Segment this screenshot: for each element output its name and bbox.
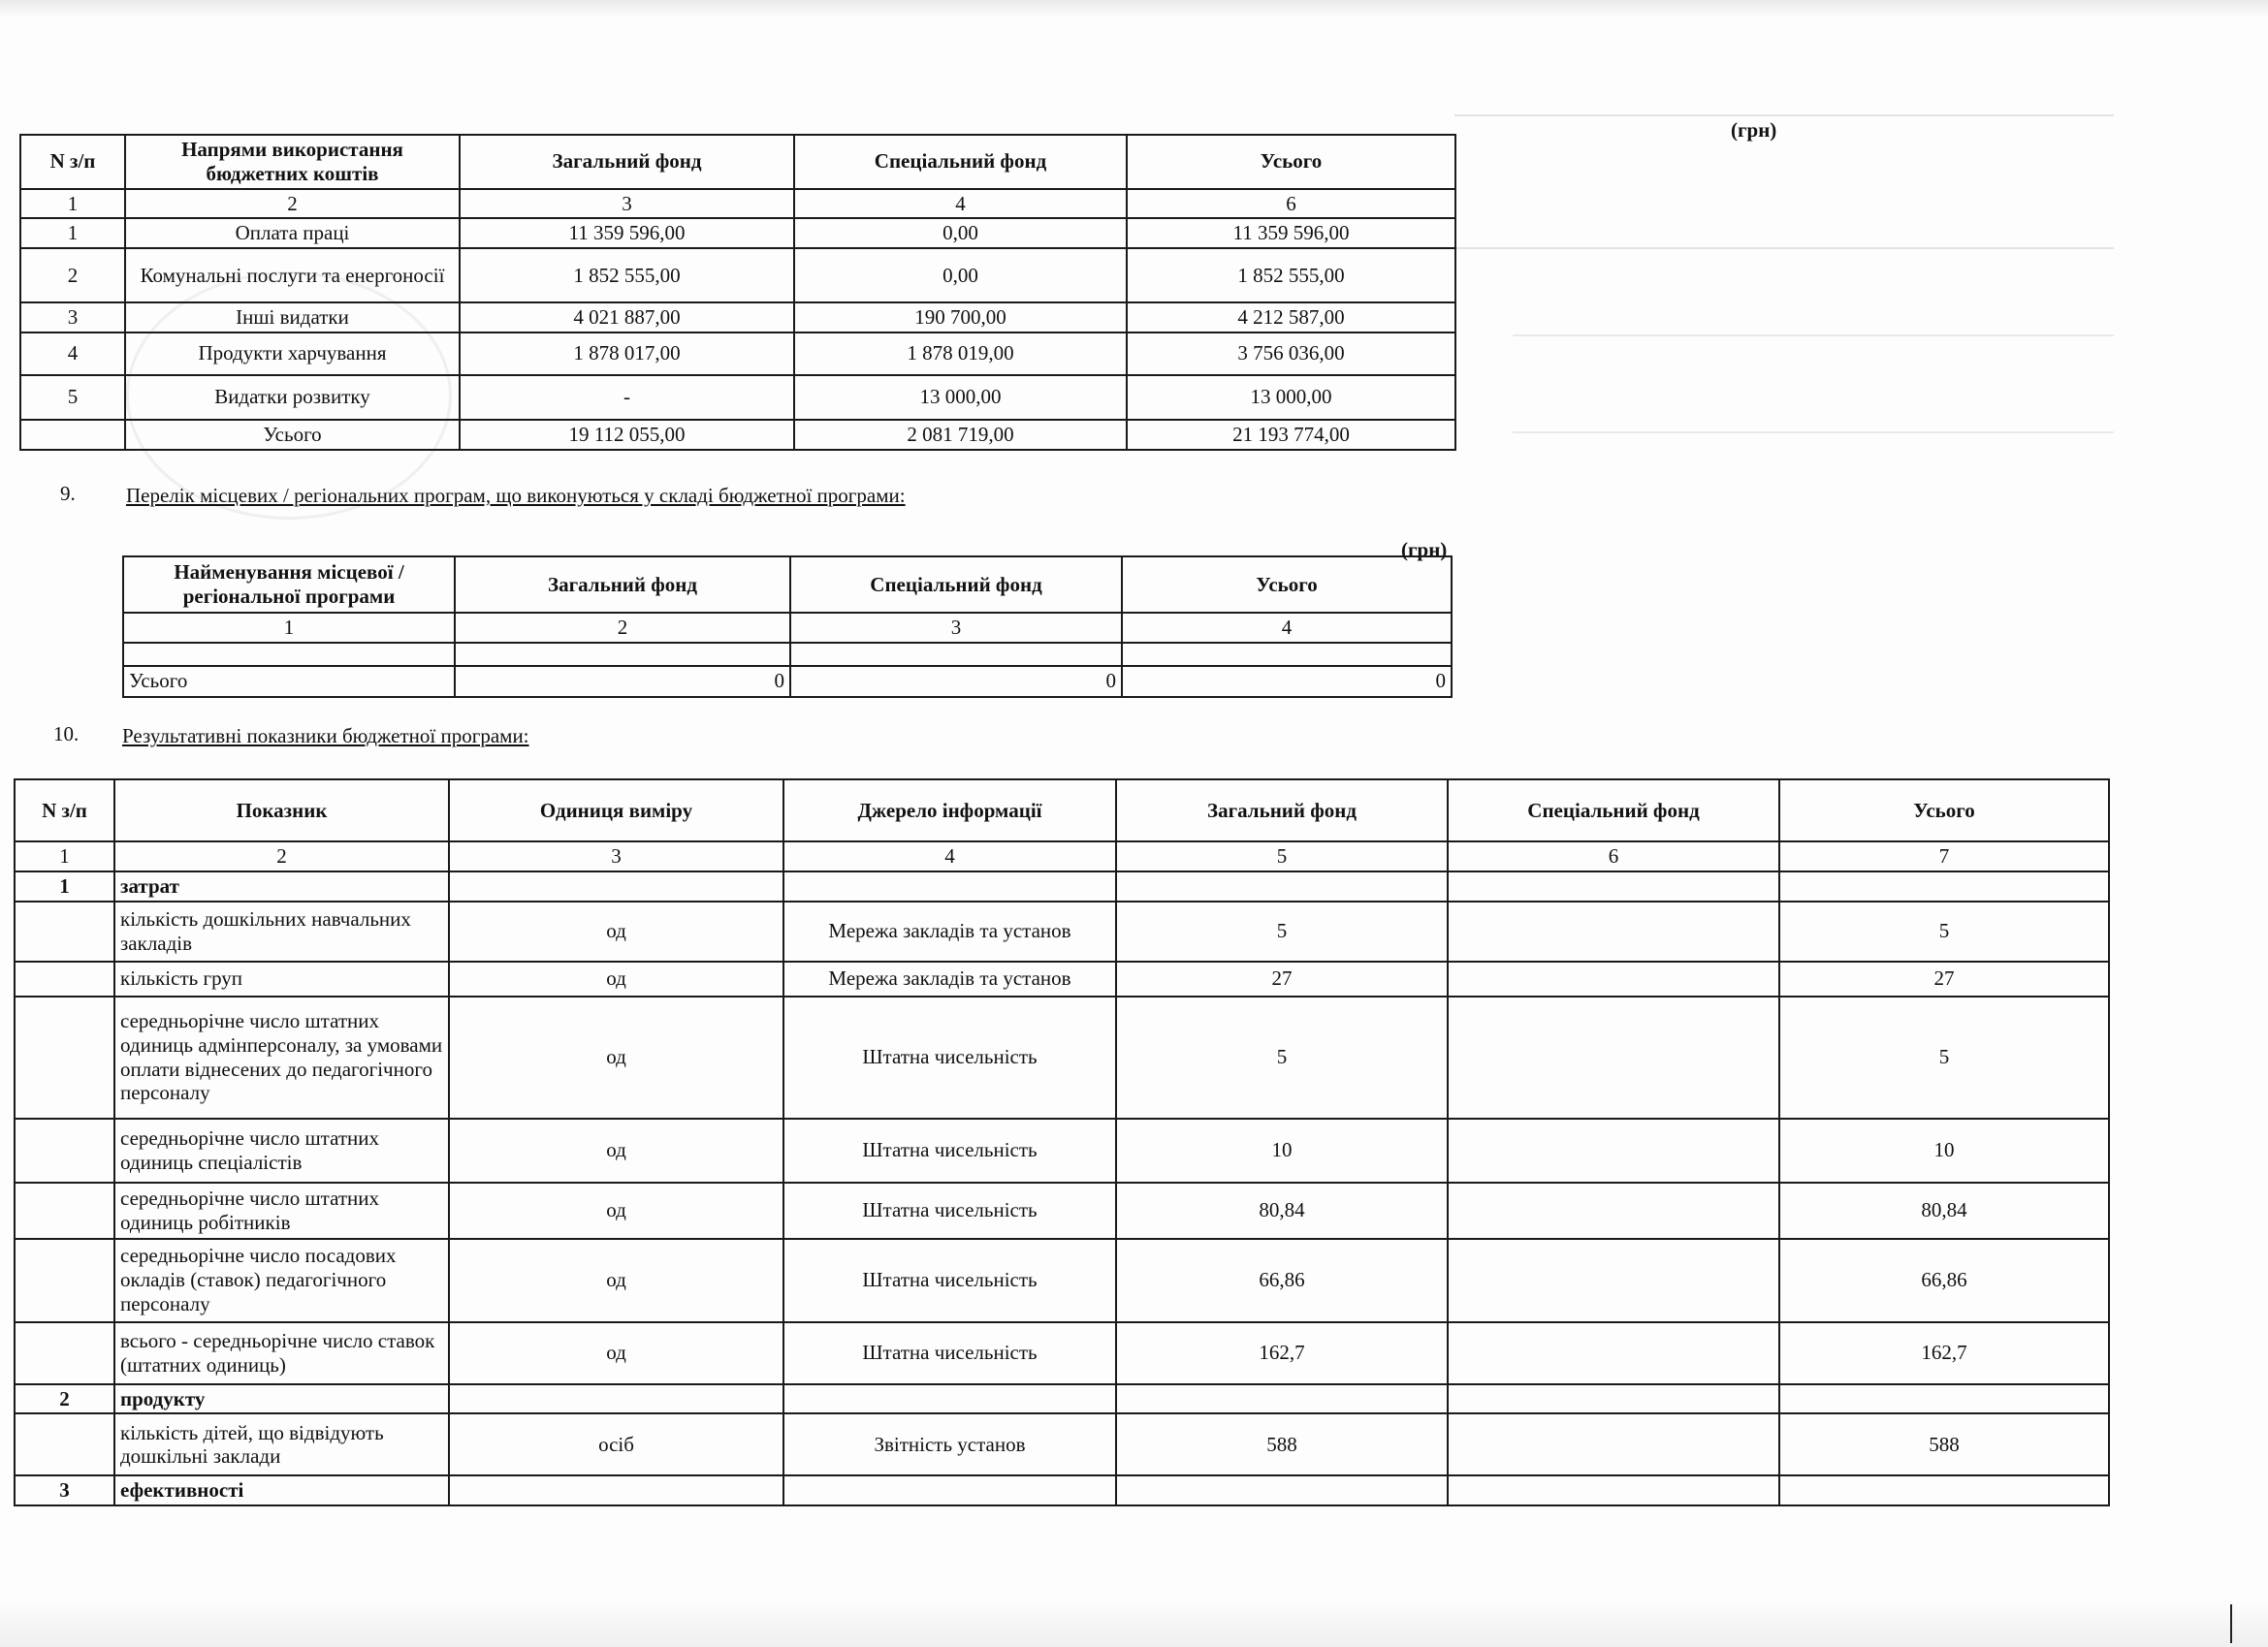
indicator-name: середньорічне число штатних одиниць адмінперсоналу, за умовами оплати віднесених до педагогічного персоналу — [114, 997, 449, 1119]
row-number: 2 — [20, 248, 125, 302]
direction-name: Продукти харчування — [125, 333, 460, 375]
indicator-name: кількість груп — [114, 962, 449, 997]
table-row — [15, 1183, 2109, 1239]
general-fund-value: 5 — [1116, 997, 1448, 1119]
header-cell: Загальний фонд — [1116, 779, 1448, 841]
empty-cell — [15, 1239, 114, 1322]
column-number: 3 — [790, 613, 1122, 643]
total-value: 80,84 — [1779, 1183, 2109, 1239]
bleed-through-table — [1454, 114, 2114, 249]
indicator-name: всього - середньорічне число ставок (штатних одиниць) — [114, 1322, 449, 1384]
group-name: ефективності — [114, 1475, 449, 1505]
indicator-unit: од — [449, 1183, 783, 1239]
empty-cell — [783, 871, 1116, 902]
total-value: 66,86 — [1779, 1239, 2109, 1322]
total-value: 13 000,00 — [1127, 375, 1455, 420]
empty-cell — [1779, 871, 2109, 902]
performance-indicators-table — [14, 778, 2110, 1506]
empty-cell — [15, 962, 114, 997]
section-9-number: 9. — [60, 482, 76, 505]
general-fund-value: 5 — [1116, 902, 1448, 962]
general-fund-value: 1 852 555,00 — [460, 248, 794, 302]
empty-cell — [15, 997, 114, 1119]
empty-cell — [15, 1322, 114, 1384]
table-row — [15, 1413, 2109, 1475]
general-fund-value: 4 021 887,00 — [460, 302, 794, 333]
group-row — [15, 1384, 2109, 1414]
section-9-unit: (грн) — [1401, 538, 1448, 561]
total-value: 10 — [1779, 1119, 2109, 1183]
indicator-name: середньорічне число штатних одиниць робітників — [114, 1183, 449, 1239]
header-cell: N з/п — [15, 779, 114, 841]
header-cell: Показник — [114, 779, 449, 841]
total-label: Усього — [123, 666, 455, 697]
column-number: 4 — [783, 841, 1116, 871]
section-10-title: Результативні показники бюджетної програми: — [122, 724, 529, 747]
scan-edge-top — [0, 0, 2268, 17]
column-number: 3 — [460, 189, 794, 219]
table-row — [20, 302, 1455, 333]
empty-cell — [1122, 643, 1452, 666]
column-number: 2 — [125, 189, 460, 219]
empty-cell — [1448, 1475, 1779, 1505]
budget-directions-table — [19, 134, 1456, 451]
empty-cell — [15, 902, 114, 962]
indicator-name: кількість дітей, що відвідують дошкільні заклади — [114, 1413, 449, 1475]
column-number-row — [20, 189, 1455, 219]
header-cell: Спеціальний фонд — [794, 135, 1127, 189]
empty-cell — [1779, 1475, 2109, 1505]
column-number: 4 — [794, 189, 1127, 219]
indicator-unit: од — [449, 962, 783, 997]
column-number: 4 — [1122, 613, 1452, 643]
special-fund-value: 1 878 019,00 — [794, 333, 1127, 375]
special-fund-value — [1448, 1119, 1779, 1183]
table-header-row — [20, 135, 1455, 189]
column-number: 1 — [123, 613, 455, 643]
total-row — [20, 420, 1455, 450]
indicator-source: Штатна чисельність — [783, 1239, 1116, 1322]
group-number: 2 — [15, 1384, 114, 1414]
special-fund-value: 0,00 — [794, 248, 1127, 302]
group-name: затрат — [114, 871, 449, 902]
special-fund-value — [1448, 962, 1779, 997]
header-cell: Напрями використання бюджетних коштів — [125, 135, 460, 189]
column-number: 6 — [1448, 841, 1779, 871]
empty-cell — [783, 1475, 1116, 1505]
indicator-name: кількість дошкільних навчальних закладів — [114, 902, 449, 962]
header-cell: Усього — [1779, 779, 2109, 841]
indicator-unit: од — [449, 997, 783, 1119]
header-cell: Усього — [1122, 556, 1452, 613]
header-cell: Усього — [1127, 135, 1455, 189]
column-number: 1 — [15, 841, 114, 871]
bleed-through-line — [1513, 431, 2114, 433]
group-number: 1 — [15, 871, 114, 902]
column-number-row — [123, 613, 1452, 643]
empty-cell — [449, 1384, 783, 1414]
indicator-source: Штатна чисельність — [783, 1183, 1116, 1239]
table-row — [15, 1322, 2109, 1384]
total-value: 27 — [1779, 962, 2109, 997]
table-row — [20, 375, 1455, 420]
direction-name: Видатки розвитку — [125, 375, 460, 420]
row-number: 1 — [20, 218, 125, 248]
section-9-title: Перелік місцевих / регіональних програм, що виконуються у складі бюджетної програми: — [126, 484, 906, 507]
total-value: 3 756 036,00 — [1127, 333, 1455, 375]
empty-cell — [1779, 1384, 2109, 1414]
column-number: 2 — [114, 841, 449, 871]
total-value: 5 — [1779, 997, 2109, 1119]
special-fund-value: 190 700,00 — [794, 302, 1127, 333]
header-cell: Найменування місцевої / регіональної програми — [123, 556, 455, 613]
scan-artifact-line — [2230, 1604, 2232, 1643]
general-fund-value: 11 359 596,00 — [460, 218, 794, 248]
scan-edge-bottom — [0, 1599, 2268, 1647]
special-fund-value — [1448, 1239, 1779, 1322]
indicator-unit: од — [449, 902, 783, 962]
general-fund-value: 80,84 — [1116, 1183, 1448, 1239]
general-fund-value: 162,7 — [1116, 1322, 1448, 1384]
table-row — [20, 218, 1455, 248]
general-fund-value: - — [460, 375, 794, 420]
indicator-unit: од — [449, 1322, 783, 1384]
table-header-row — [123, 556, 1452, 613]
general-fund-total: 19 112 055,00 — [460, 420, 794, 450]
empty-row — [123, 643, 1452, 666]
header-cell: Спеціальний фонд — [790, 556, 1122, 613]
bleed-through-line — [1513, 334, 2114, 336]
table-header-row — [15, 779, 2109, 841]
group-row — [15, 871, 2109, 902]
grand-total: 21 193 774,00 — [1127, 420, 1455, 450]
group-row — [15, 1475, 2109, 1505]
empty-cell — [783, 1384, 1116, 1414]
general-fund-value: 10 — [1116, 1119, 1448, 1183]
table-row — [15, 1119, 2109, 1183]
column-number: 1 — [20, 189, 125, 219]
total-value: 5 — [1779, 902, 2109, 962]
column-number-row — [15, 841, 2109, 871]
special-fund-total: 2 081 719,00 — [794, 420, 1127, 450]
column-number: 5 — [1116, 841, 1448, 871]
empty-cell — [123, 643, 455, 666]
indicator-source: Штатна чисельність — [783, 1322, 1116, 1384]
empty-cell — [20, 420, 125, 450]
special-fund-value — [1448, 1183, 1779, 1239]
special-fund-value — [1448, 1322, 1779, 1384]
section-10-number: 10. — [53, 722, 80, 745]
empty-cell — [449, 1475, 783, 1505]
total-row — [123, 666, 1452, 697]
empty-cell — [1116, 871, 1448, 902]
direction-name: Комунальні послуги та енергоносії — [125, 248, 460, 302]
empty-cell — [1116, 1384, 1448, 1414]
direction-name: Оплата праці — [125, 218, 460, 248]
direction-name: Інші видатки — [125, 302, 460, 333]
special-fund-value — [1448, 1413, 1779, 1475]
header-cell: Загальний фонд — [460, 135, 794, 189]
row-number: 5 — [20, 375, 125, 420]
column-number: 2 — [455, 613, 790, 643]
special-fund-value: 13 000,00 — [794, 375, 1127, 420]
total-label: Усього — [125, 420, 460, 450]
general-fund-value: 27 — [1116, 962, 1448, 997]
empty-cell — [790, 643, 1122, 666]
table-row — [15, 902, 2109, 962]
total-value: 4 212 587,00 — [1127, 302, 1455, 333]
indicator-source: Штатна чисельність — [783, 997, 1116, 1119]
header-cell: N з/п — [20, 135, 125, 189]
special-fund-value: 0,00 — [794, 218, 1127, 248]
header-cell: Спеціальний фонд — [1448, 779, 1779, 841]
indicator-name: середньорічне число штатних одиниць спеціалістів — [114, 1119, 449, 1183]
table-row — [15, 1239, 2109, 1322]
header-cell: Загальний фонд — [455, 556, 790, 613]
indicator-source: Мережа закладів та установ — [783, 902, 1116, 962]
general-fund-total: 0 — [455, 666, 790, 697]
empty-cell — [1116, 1475, 1448, 1505]
grand-total: 0 — [1122, 666, 1452, 697]
row-number: 3 — [20, 302, 125, 333]
empty-cell — [449, 871, 783, 902]
total-value: 11 359 596,00 — [1127, 218, 1455, 248]
indicator-unit: од — [449, 1119, 783, 1183]
indicator-source: Штатна чисельність — [783, 1119, 1116, 1183]
table-row — [15, 962, 2109, 997]
empty-cell — [1448, 1384, 1779, 1414]
empty-cell — [1448, 871, 1779, 902]
header-cell: Одиниця виміру — [449, 779, 783, 841]
group-number: 3 — [15, 1475, 114, 1505]
special-fund-value — [1448, 902, 1779, 962]
row-number: 4 — [20, 333, 125, 375]
total-value: 162,7 — [1779, 1322, 2109, 1384]
indicator-unit: од — [449, 1239, 783, 1322]
table-row — [20, 248, 1455, 302]
empty-cell — [15, 1413, 114, 1475]
unit-label: (грн) — [1731, 118, 1777, 142]
total-value: 588 — [1779, 1413, 2109, 1475]
table-row — [20, 333, 1455, 375]
indicator-unit: осіб — [449, 1413, 783, 1475]
special-fund-total: 0 — [790, 666, 1122, 697]
total-value: 1 852 555,00 — [1127, 248, 1455, 302]
indicator-source: Мережа закладів та установ — [783, 962, 1116, 997]
empty-cell — [455, 643, 790, 666]
indicator-source: Звітність установ — [783, 1413, 1116, 1475]
column-number: 3 — [449, 841, 783, 871]
general-fund-value: 1 878 017,00 — [460, 333, 794, 375]
table-row — [15, 997, 2109, 1119]
special-fund-value — [1448, 997, 1779, 1119]
column-number: 6 — [1127, 189, 1455, 219]
empty-cell — [15, 1183, 114, 1239]
regional-programs-table — [122, 555, 1453, 698]
header-cell: Джерело інформації — [783, 779, 1116, 841]
empty-cell — [15, 1119, 114, 1183]
general-fund-value: 66,86 — [1116, 1239, 1448, 1322]
general-fund-value: 588 — [1116, 1413, 1448, 1475]
group-name: продукту — [114, 1384, 449, 1414]
column-number: 7 — [1779, 841, 2109, 871]
indicator-name: середньорічне число посадових окладів (ставок) педагогічного персоналу — [114, 1239, 449, 1322]
